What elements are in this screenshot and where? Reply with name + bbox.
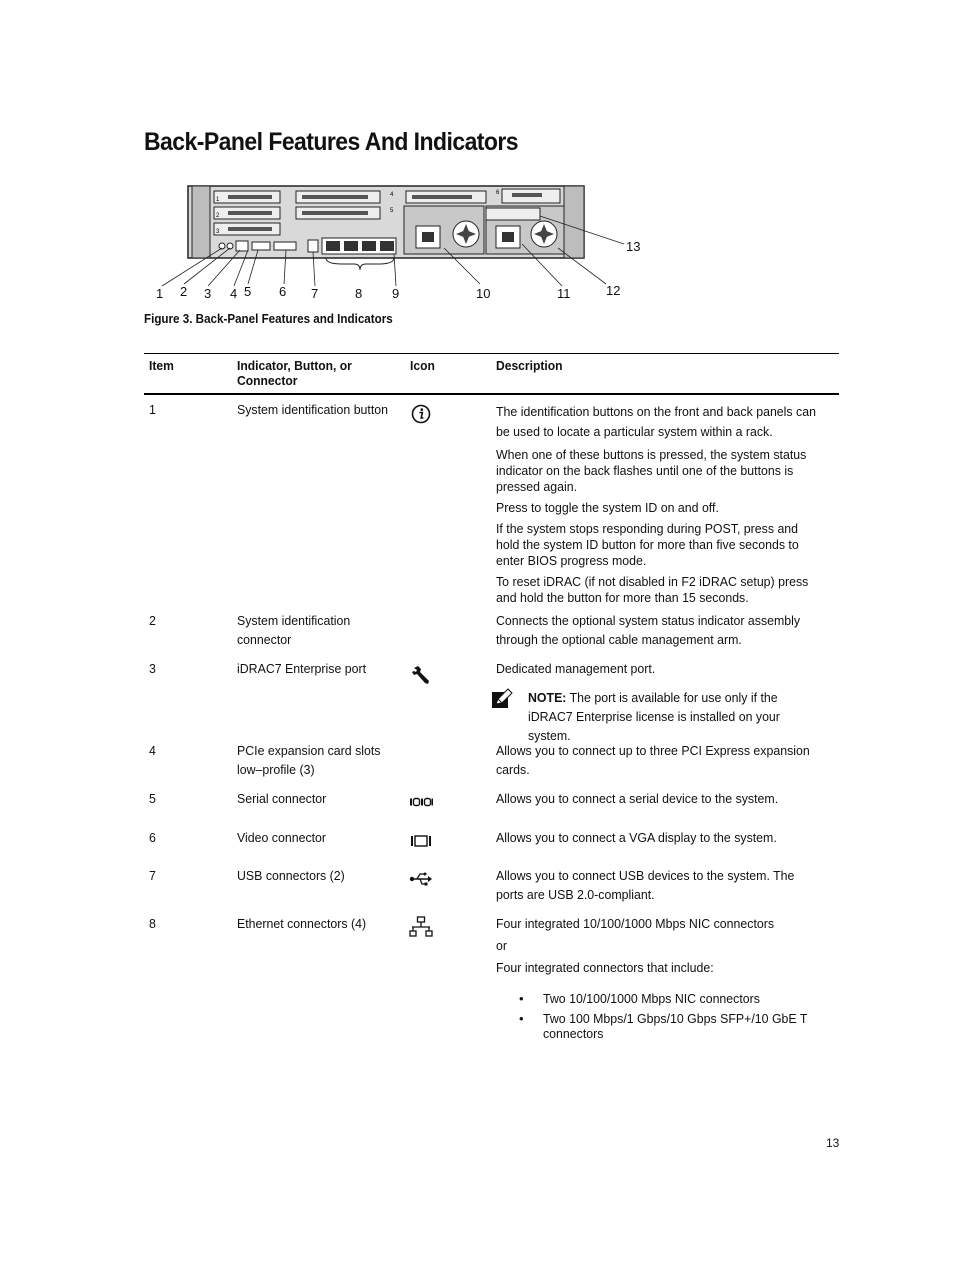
row-7-item: 7 <box>149 868 156 883</box>
svg-text:4: 4 <box>390 192 394 198</box>
header-indicator: Indicator, Button, or Connector <box>237 358 352 388</box>
row-1-desc-p2: When one of these buttons is pressed, the system status indicator on the back flashes until one of the buttons is pressed again. <box>496 447 807 494</box>
row-6-name: Video connector <box>237 830 327 845</box>
back-panel-figure <box>150 182 650 302</box>
callout-12: 12 <box>606 283 621 298</box>
row-1-desc-p3: Press to toggle the system ID on and off. <box>496 500 719 515</box>
callout-10: 10 <box>476 286 491 301</box>
row-1-description <box>496 402 824 611</box>
header-description: Description <box>496 358 563 373</box>
row-7-description: Allows you to connect USB devices to the system. The ports are USB 2.0-compliant. <box>496 868 795 902</box>
row-3-name: iDRAC7 Enterprise port <box>237 661 367 676</box>
page-number: 13 <box>826 1136 840 1150</box>
row-4-item: 4 <box>149 743 156 758</box>
header-icon: Icon <box>410 358 435 373</box>
row-1-name: System identification button <box>237 402 389 417</box>
svg-text:1: 1 <box>216 197 220 203</box>
svg-text:5: 5 <box>390 208 394 214</box>
bullet-marker: • <box>519 1011 524 1026</box>
callout-3: 3 <box>204 286 212 301</box>
bullet-marker: • <box>519 991 524 1006</box>
row-6-description: Allows you to connect a VGA display to the system. <box>496 830 777 845</box>
row-1-desc-p5: To reset iDRAC (if not disabled in F2 iDRAC setup) press and hold the button for more than 15 seconds. <box>496 574 809 605</box>
callout-5: 5 <box>244 284 252 299</box>
row-8-desc-line2: or <box>496 938 507 953</box>
note-label: NOTE: <box>528 690 567 705</box>
table-header-rule <box>144 393 839 395</box>
table-top-rule <box>144 353 839 354</box>
row-1-desc-p1: The identification buttons on the front and back panels can be used to locate a particular system within a rack. <box>496 404 816 439</box>
header-item: Item <box>149 358 174 373</box>
callout-4: 4 <box>230 286 238 301</box>
row-5-item: 5 <box>149 791 156 806</box>
row-4-name: PCIe expansion card slots low–profile (3) <box>237 743 381 777</box>
row-3-note <box>528 688 823 745</box>
callout-11: 11 <box>557 286 571 301</box>
figure-caption: Figure 3. Back-Panel Features and Indicators <box>144 312 393 326</box>
row-3-item: 3 <box>149 661 156 676</box>
row-6-item: 6 <box>149 830 156 845</box>
callout-8: 8 <box>355 286 363 301</box>
row-4-description: Allows you to connect up to three PCI Express expansion cards. <box>496 743 810 777</box>
row-7-name: USB connectors (2) <box>237 868 345 883</box>
usb-icon <box>409 871 433 887</box>
row-8-desc-line3: Four integrated connectors that include: <box>496 960 714 975</box>
svg-text:6: 6 <box>496 190 500 196</box>
row-3-description: Dedicated management port. <box>496 661 656 676</box>
network-icon <box>409 916 433 938</box>
row-8-bullet-2: Two 100 Mbps/1 Gbps/10 Gbps SFP+/10 GbE T connectors <box>543 1011 808 1041</box>
svg-text:3: 3 <box>216 229 220 235</box>
row-1-item: 1 <box>149 402 156 417</box>
video-icon <box>410 834 432 848</box>
callout-6: 6 <box>279 284 287 299</box>
page-title: Back-Panel Features And Indicators <box>144 128 519 156</box>
row-8-item: 8 <box>149 916 156 931</box>
row-2-item: 2 <box>149 613 156 628</box>
row-8-bullet-1: Two 10/100/1000 Mbps NIC connectors <box>543 991 760 1006</box>
note-text: The port is available for use only if the iDRAC7 Enterprise license is installed on your system. <box>528 690 780 743</box>
wrench-icon <box>410 663 434 687</box>
row-5-description: Allows you to connect a serial device to the system. <box>496 791 779 806</box>
system-id-icon <box>409 402 433 426</box>
note-pencil-icon <box>490 688 514 712</box>
row-8-desc-line1: Four integrated 10/100/1000 Mbps NIC connectors <box>496 916 775 931</box>
callout-2: 2 <box>180 284 188 299</box>
serial-icon <box>409 796 433 808</box>
callout-13: 13 <box>626 239 641 254</box>
callout-7: 7 <box>311 286 319 301</box>
svg-text:2: 2 <box>216 213 220 219</box>
row-8-name: Ethernet connectors (4) <box>237 916 367 931</box>
row-2-name: System identification connector <box>237 613 351 647</box>
callout-1: 1 <box>156 286 164 301</box>
row-2-description: Connects the optional system status indicator assembly through the optional cable management arm. <box>496 613 801 647</box>
callout-9: 9 <box>392 286 400 301</box>
row-1-desc-p4: If the system stops responding during POST, press and hold the system ID button for more than five seconds to enter BIOS progress mode. <box>496 521 799 568</box>
row-5-name: Serial connector <box>237 791 327 806</box>
